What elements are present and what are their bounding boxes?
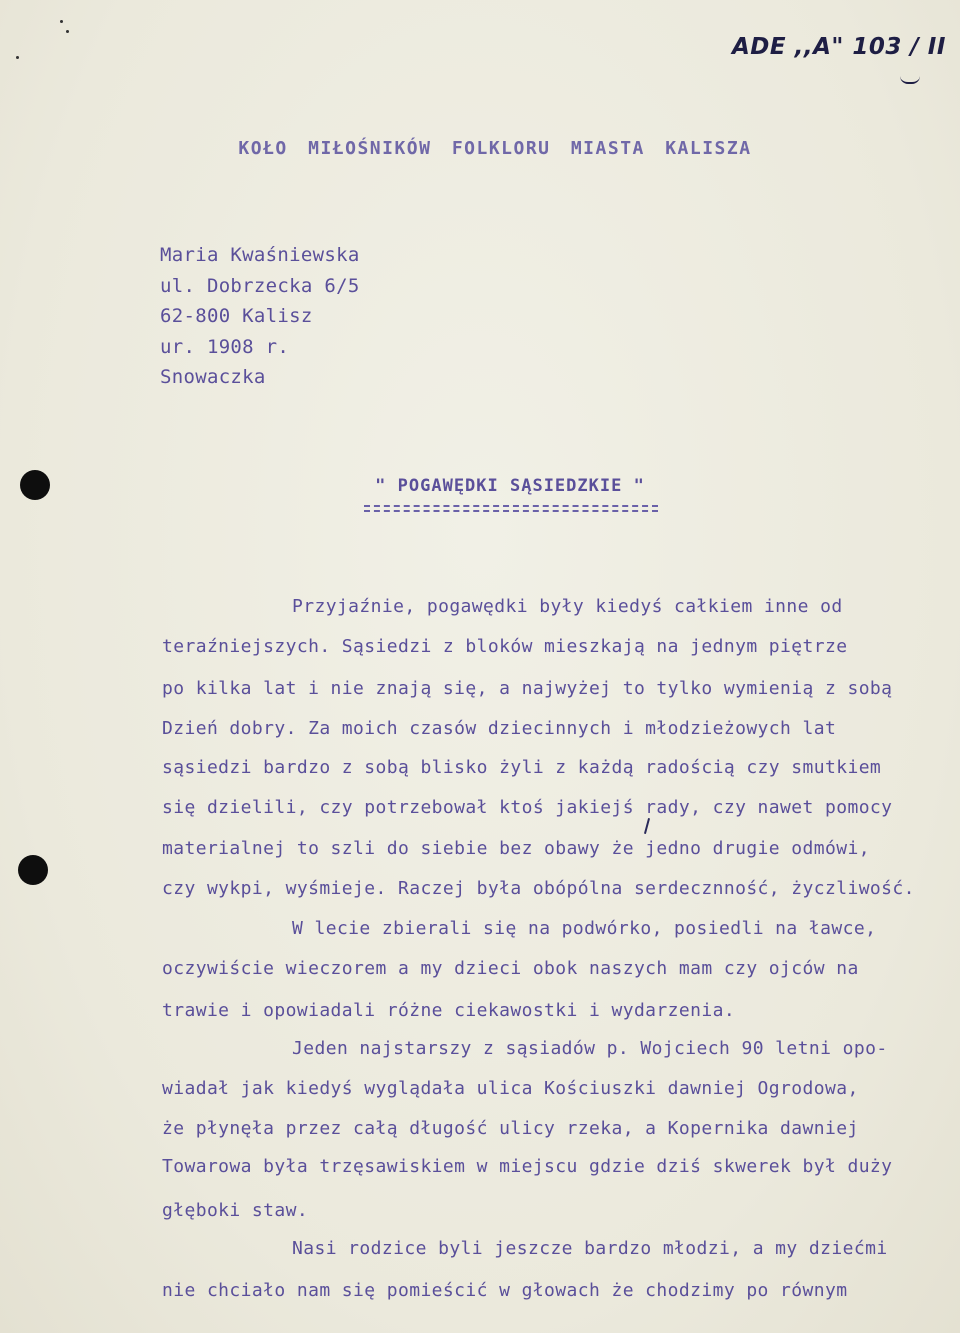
title-underline — [364, 505, 658, 512]
body-line: teraźniejszych. Sąsiedzi z bloków mieszkają na jednym piętrze — [162, 636, 848, 657]
body-line: sąsiedzi bardzo z sobą blisko żyli z każdą radością czy smutkiem — [162, 757, 882, 778]
body-line: trawie i opowiadali różne ciekawostki i wydarzenia. — [162, 1000, 736, 1021]
body-line: się dzielili, czy potrzebował ktoś jakiejś rady, czy nawet pomocy — [162, 797, 893, 818]
body-line: wiadał jak kiedyś wyglądała ulica Kościuszki dawniej Ogrodowa, — [162, 1078, 859, 1099]
author-birth: ur. 1908 r. — [160, 335, 290, 358]
author-block — [160, 240, 360, 393]
paper-speck — [16, 56, 19, 59]
document-title: " POGAWĘDKI SĄSIEDZKIE " — [375, 476, 645, 496]
body-line: nie chciało nam się pomieścić w głowach że chodzimy po równym — [162, 1280, 848, 1301]
author-occupation: Snowaczka — [160, 366, 266, 388]
body-line: Jeden najstarszy z sąsiadów p. Wojciech 90 letni opo- — [292, 1038, 888, 1059]
handwritten-accent-mark — [644, 818, 650, 834]
body-line: że płynęła przez całą długość ulicy rzeka, a Kopernika dawniej — [162, 1118, 859, 1139]
paper-speck — [66, 30, 69, 33]
archive-mark: ADE ,,A" 103 / II — [732, 34, 946, 60]
body-line: Dzień dobry. Za moich czasów dziecinnych i młodzieżowych lat — [162, 718, 837, 739]
body-line: oczywiście wieczorem a my dzieci obok naszych mam czy ojców na — [162, 958, 859, 979]
body-line: czy wykpi, wyśmieje. Raczej była obópólna serdecznność, życzliwość. — [162, 878, 915, 899]
archive-mark-underline — [900, 76, 920, 84]
author-name: Maria Kwaśniewska — [160, 244, 360, 266]
body-line: Przyjaźnie, pogawędki były kiedyś całkiem inne od — [292, 596, 843, 617]
author-city: 62-800 Kalisz — [160, 305, 313, 327]
author-street: ul. Dobrzecka 6/5 — [160, 274, 360, 297]
paper-speck — [60, 20, 63, 23]
body-line: po kilka lat i nie znają się, a najwyżej to tylko wymienią z sobą — [162, 678, 893, 699]
body-line: Towarowa była trzęsawiskiem w miejscu gdzie dziś skwerek był duży — [162, 1156, 893, 1177]
organization-header: KOŁO MIŁOŚNIKÓW FOLKLORU MIASTA KALISZA — [238, 138, 752, 159]
body-line: Nasi rodzice byli jeszcze bardzo młodzi, a my dziećmi — [292, 1238, 888, 1259]
punch-hole — [18, 855, 48, 885]
punch-hole — [20, 470, 50, 500]
body-line: głęboki staw. — [162, 1200, 309, 1221]
body-line: materialnej to szli do siebie bez obawy że jedno drugie odmówi, — [162, 838, 870, 859]
body-line: W lecie zbierali się na podwórko, posiedli na ławce, — [292, 918, 877, 939]
